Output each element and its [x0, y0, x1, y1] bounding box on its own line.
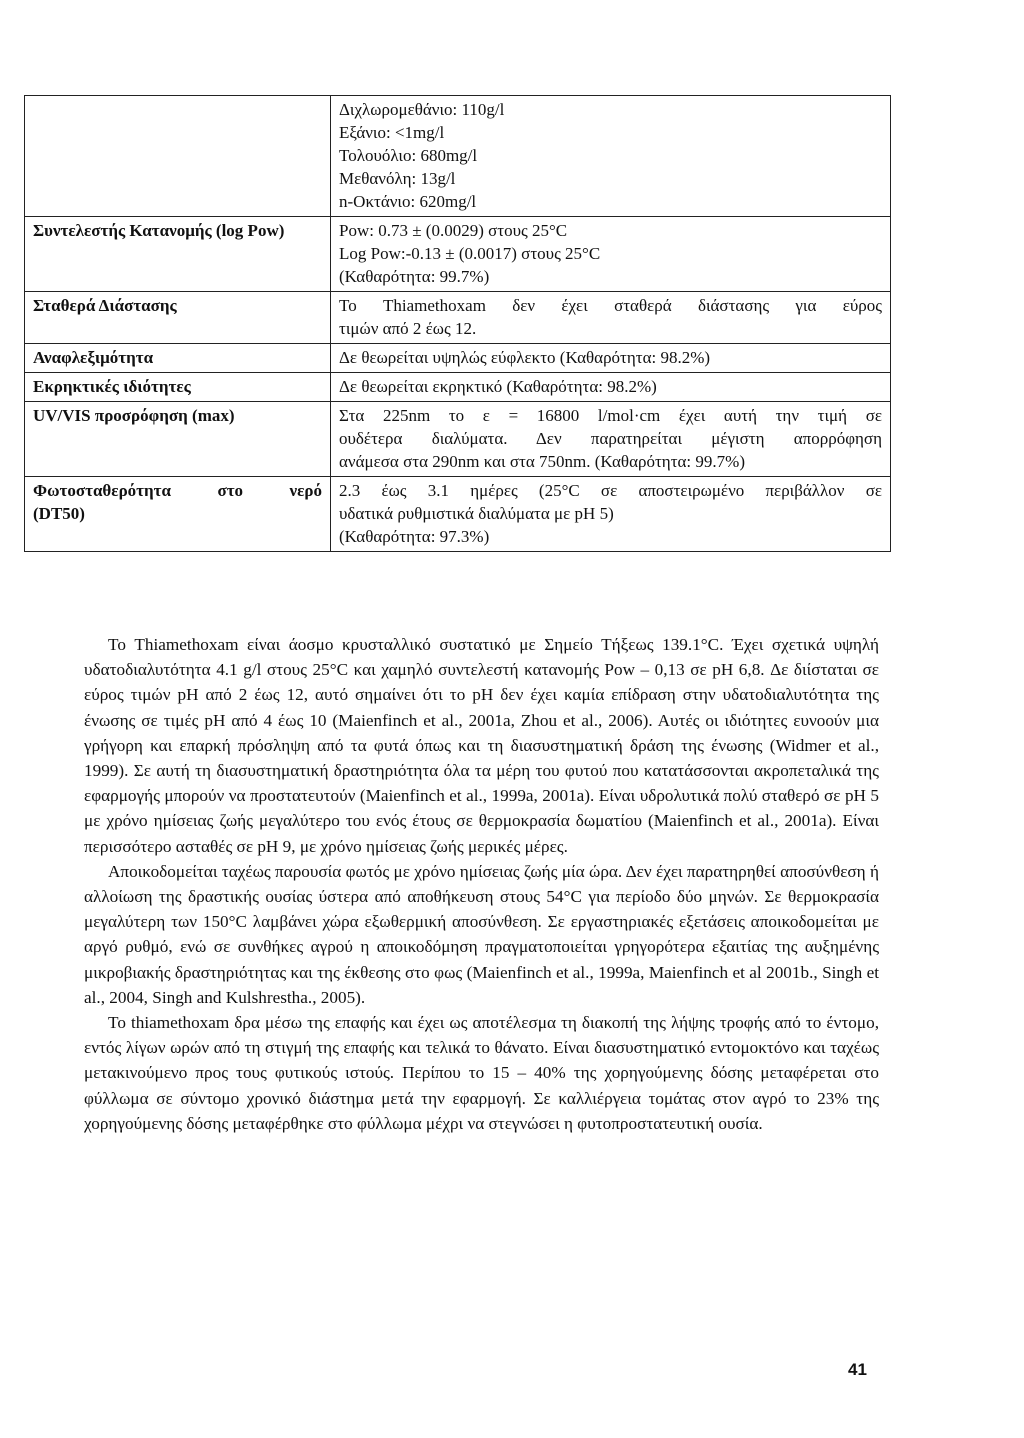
table-row	[25, 96, 891, 217]
row-label: Εκρηκτικές ιδιότητες	[25, 373, 331, 402]
value-line: υδατικά ρυθμιστικά διαλύματα με pH 5)	[339, 504, 614, 523]
table-row	[25, 402, 891, 477]
table-row	[25, 292, 891, 344]
label-word: στο	[217, 481, 244, 500]
row-label-line	[33, 479, 322, 502]
row-label: Σταθερά Διάστασης	[25, 292, 331, 344]
paragraph: Το Thiamethoxam είναι άοσμο κρυσταλλικό συστατικό με Σημείο Τήξεως 139.1°C. Έχει σχετικά υψηλή υδατοδιαλυτότητα 4.1 g/l στους 25°C και χαμηλό συντελεστή κατανομής Pow – 0,13 σε pH 6,8. Δε διίσταται σε εύρος τιμών pH από 2 έως 12, αυτό σημαίνει ότι το pH δεν έχει καμία επίδραση στην υδατοδιαλυτότητα της ένωσης σε τιμές pH από 4 έως 10 (Maienfinch et al., 2001a, Zhou et al., 2006). Αυτές οι ιδιότητες ευνοούν μια γρήγορη και επαρκή πρόσληψη από τα φυτά όπως και τη διασυστηματική δράση της ένωσης (Widmer et al., 1999). Σε αυτή τη διασυστηματική δραστηριότητα όλα τα μέρη του φυτού που κατατάσσονται ακροπεταλικά της εφαρμογής μπορούν να προστατευτούν (Maienfinch et al., 1999a, 2001a). Είναι υδρολυτικά πολύ σταθερό σε pH 5 με χρόνο ημίσειας ζωής μεγαλύτερο του ενός έτους σε θερμοκρασία δωματίου (Maienfinch et al., 2001a). Είναι περισσότερο ασταθές σε pH 9, με χρόνο ημίσειας ζωής μερικές μέρες.	[84, 635, 879, 856]
value-line: 2.3 έως 3.1 ημέρες (25°C σε αποστειρωμένο περιβάλλον σε	[339, 481, 882, 500]
value-line: Το Thiamethoxam δεν έχει σταθερά διάστασης για εύρος	[339, 296, 882, 315]
label-word: (DT50)	[33, 504, 85, 523]
row-label: UV/VIS προσρόφηση (max)	[25, 402, 331, 477]
row-value	[331, 217, 891, 292]
body-text	[84, 632, 879, 1136]
value-line: Log Pow:-0.13 ± (0.0017) στους 25°C	[339, 244, 601, 263]
paragraph: Το thiamethoxam δρα μέσω της επαφής και έχει ως αποτέλεσμα τη διακοπή της λήψης τροφής από το έντομο, εντός λίγων ωρών από τη στιγμή της επαφής και τελικά το θάνατο. Είναι διασυστηματικό εντομοκτόνο και ταχέως μετακινούμενο προς τους φυτικούς ιστούς. Περίπου το 15 – 40% της χορηγούμενης δόσης μεταφέρεται στο φύλλωμα σε σύντομο χρονικό διάστημα μετά την εφαρμογή. Σε καλλιέργεια τομάτας στον αγρό το 23% της χορηγούμενης δόσης μεταφέρθηκε στο φύλλωμα μέχρι να στεγνώσει η φυτοπροστατευτική ουσία.	[84, 1013, 879, 1133]
table-row	[25, 373, 891, 402]
table-row	[25, 217, 891, 292]
value-line: Τολουόλιο: 680mg/l	[339, 146, 478, 165]
row-value	[331, 292, 891, 344]
value-line: Εξάνιο: <1mg/l	[339, 123, 445, 142]
table-row	[25, 477, 891, 552]
value-line: (Καθαρότητα: 97.3%)	[339, 527, 490, 546]
row-value	[331, 344, 891, 373]
row-label	[25, 96, 331, 217]
value-line: Διχλωρομεθάνιο: 110g/l	[339, 100, 505, 119]
row-label	[25, 477, 331, 552]
row-value	[331, 373, 891, 402]
properties-table	[24, 95, 891, 552]
paragraph: Αποικοδομείται ταχέως παρουσία φωτός με χρόνο ημίσειας ζωής μία ώρα. Δεν έχει παρατηρηθεί αποσύνθεση ή αλλοίωση της δραστικής ουσίας ύστερα από αποθήκευση στους 54°C για περίοδο δύο μηνών. Σε θερμοκρασία μεγαλύτερη των 150°C λαμβάνει χώρα εξωθερμική αποσύνθεση. Σε εργαστηριακές εξετάσεις αποικοδομείται με αργό ρυθμό, ενώ σε συνθήκες αγρού η αποικοδόμηση πραγματοποιείται γρηγορότερα εξαιτίας της αυξημένης μικροβιακής δραστηριότητας και της έκθεσης στο φως (Maienfinch et al., 1999a, Maienfinch et al 2001b., Singh et al., 2004, Singh and Kulshrestha., 2005).	[84, 861, 879, 1007]
value-line: Στα 225nm το ε = 16800 l/mol·cm έχει αυτή την τιμή σε	[339, 406, 882, 425]
label-word: Φωτοσταθερότητα	[33, 481, 171, 500]
value-line: Δε θεωρείται εκρηκτικό (Καθαρότητα: 98.2%)	[339, 377, 657, 396]
value-line: (Καθαρότητα: 99.7%)	[339, 267, 490, 286]
row-value	[331, 402, 891, 477]
table-row	[25, 344, 891, 373]
row-value	[331, 477, 891, 552]
value-line: ουδέτερα διαλύματα. Δεν παρατηρείται μέγιστη απορρόφηση	[339, 429, 882, 448]
value-line: Δε θεωρείται υψηλώς εύφλεκτο (Καθαρότητα: 98.2%)	[339, 348, 711, 367]
value-line: ανάμεσα στα 290nm και στα 750nm. (Καθαρότητα: 99.7%)	[339, 452, 745, 471]
value-line: Μεθανόλη: 13g/l	[339, 169, 456, 188]
value-line: Pow: 0.73 ± (0.0029) στους 25°C	[339, 221, 568, 240]
page-number: 41	[848, 1360, 867, 1379]
value-line: n-Οκτάνιο: 620mg/l	[339, 192, 477, 211]
row-label: Συντελεστής Κατανομής (log Pow)	[25, 217, 331, 292]
row-value	[331, 96, 891, 217]
row-label: Αναφλεξιμότητα	[25, 344, 331, 373]
label-word: νερό	[289, 481, 322, 500]
value-line: τιμών από 2 έως 12.	[339, 319, 477, 338]
